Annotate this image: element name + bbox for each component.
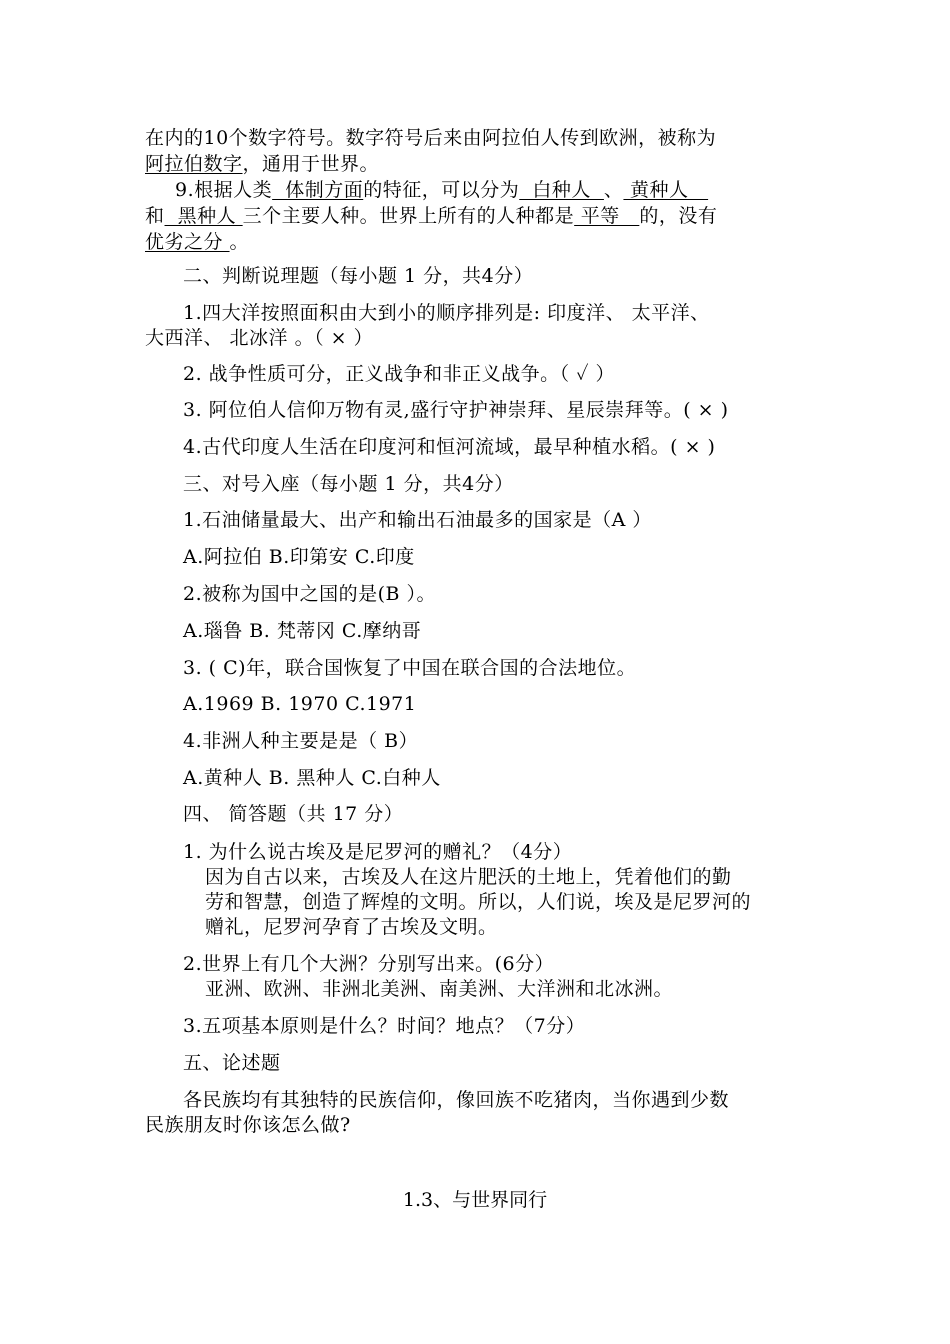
section2-q2: 2. 战争性质可分，正义战争和非正义战争。（ ✓ ） bbox=[183, 363, 616, 385]
q8-line2 bbox=[145, 152, 379, 176]
section4-q1-answer-line1: 因为自古以来，古埃及人在这片肥沃的土地上，凭着他们的勤 bbox=[205, 866, 732, 888]
q9-line3 bbox=[145, 230, 249, 254]
section5-question-line1: 各民族均有其独特的民族信仰，像回族不吃猪肉，当你遇到少数 bbox=[183, 1089, 730, 1111]
q9-blank-4: 黑种人 bbox=[164, 205, 243, 227]
next-section-title: 1.3、与世界同行 bbox=[402, 1189, 548, 1211]
section3-q1-options: A.阿拉伯 B.印第安 C.印度 bbox=[183, 546, 415, 568]
section2-heading: 二、判断说理题（每小题 1 分，共4分） bbox=[183, 265, 534, 287]
q9-prefix: 9.根据人类 bbox=[175, 179, 273, 201]
section2-q1-line2: 大西洋、 北冰洋 。（ × ） bbox=[145, 327, 374, 349]
section5-heading: 五、论述题 bbox=[183, 1052, 281, 1074]
q9-line2 bbox=[145, 204, 717, 228]
q8-line1: 在内的10个数字符号。数字符号后来由阿拉伯人传到欧洲，被称为 bbox=[145, 127, 717, 149]
q9-blank-1: 体制方面 bbox=[272, 179, 364, 201]
q8-answer: 阿拉伯数字 bbox=[145, 153, 243, 175]
section4-q2-answer: 亚洲、欧洲、非洲北美洲、南美洲、大洋洲和北冰洲。 bbox=[205, 978, 674, 1000]
section3-q1: 1.石油储量最大、出产和输出石油最多的国家是（A ） bbox=[183, 509, 652, 531]
section5-question-line2: 民族朋友时你该怎么做? bbox=[145, 1114, 351, 1136]
section4-q1: 1. 为什么说古埃及是尼罗河的赠礼？（4分） bbox=[183, 841, 573, 863]
section2-q4: 4.古代印度人生活在印度河和恒河流域，最早种植水稻。( × ) bbox=[183, 436, 716, 458]
q9-and: 和 bbox=[145, 205, 165, 227]
section4-q1-answer-line2: 劳和智慧，创造了辉煌的文明。所以，人们说，埃及是尼罗河的 bbox=[205, 891, 752, 913]
q9-end: 。 bbox=[229, 231, 250, 253]
q9-blank-6: 优劣之分 bbox=[145, 231, 230, 253]
section4-q1-answer-line3: 赠礼，尼罗河孕育了古埃及文明。 bbox=[205, 916, 498, 938]
section4-q2: 2.世界上有几个大洲？分别写出来。(6分） bbox=[183, 953, 555, 975]
section3-q2: 2.被称为国中之国的是(B ）。 bbox=[183, 583, 437, 605]
q9-text-4: 的，没有 bbox=[639, 205, 718, 227]
section4-heading: 四、 简答题（共 17 分） bbox=[183, 803, 404, 825]
section2-q3: 3. 阿位伯人信仰万物有灵,盛行守护神崇拜、星辰崇拜等。( × ) bbox=[183, 399, 729, 421]
section3-q4-options: A.黄种人 B. 黑种人 C.白种人 bbox=[183, 767, 441, 789]
section3-heading: 三、对号入座（每小题 1 分，共4分） bbox=[183, 473, 514, 495]
q9-blank-3: 黄种人 bbox=[623, 179, 709, 201]
section2-q1-line1: 1.四大洋按照面积由大到小的顺序排列是: 印度洋、 太平洋、 bbox=[183, 302, 710, 324]
q9-text-1: 的特征，可以分为 bbox=[363, 179, 520, 201]
q9-line1 bbox=[175, 178, 708, 202]
q9-text-2: 、 bbox=[603, 179, 624, 201]
section4-q3: 3.五项基本原则是什么？时间？地点？（7分） bbox=[183, 1015, 586, 1037]
section3-q4: 4.非洲人种主要是是（ B） bbox=[183, 730, 419, 752]
section3-q3: 3. ( C)年，联合国恢复了中国在联合国的合法地位。 bbox=[183, 657, 637, 679]
q9-blank-5: 平等 bbox=[574, 205, 640, 227]
q9-text-3: 三个主要人种。世界上所有的人种都是 bbox=[242, 205, 575, 227]
section3-q2-options: A.瑙鲁 B. 梵蒂冈 C.摩纳哥 bbox=[183, 620, 422, 642]
q9-blank-2: 白种人 bbox=[519, 179, 604, 201]
q8-rest: ，通用于世界。 bbox=[242, 153, 380, 175]
section3-q3-options: A.1969 B. 1970 C.1971 bbox=[183, 693, 417, 715]
